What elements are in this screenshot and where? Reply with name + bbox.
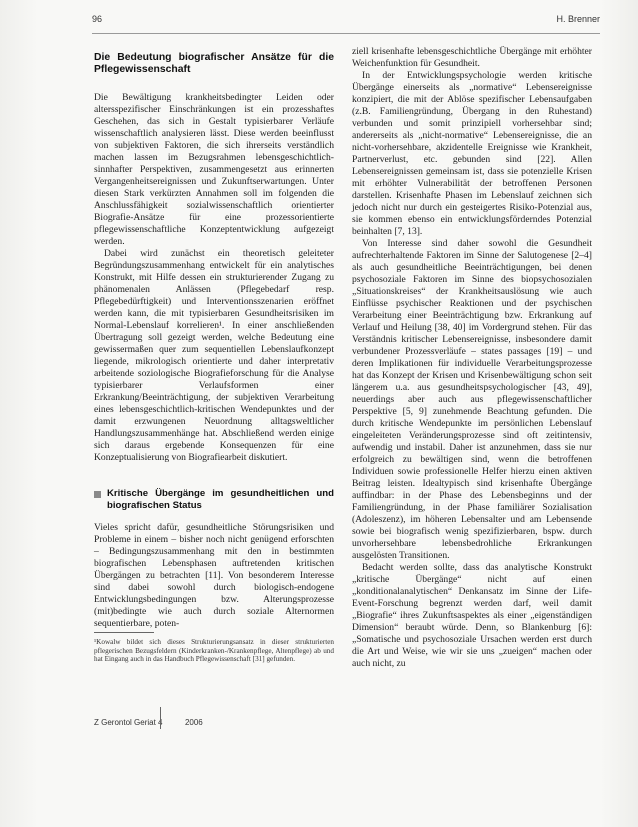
section-heading: Die Bedeutung biografischer Ansätze für die Pflegewissenschaft [94,52,334,75]
running-header [92,14,600,28]
right-column [352,46,592,670]
paragraph: Bedacht werden sollte, dass das analytische Konstrukt „kritische Übergänge“ nicht auf einen „konditionalanalytischen“ Denkansatz im Sinne der Life-Event-Forschung begrenzt werden darf, weil damit „Biografie“ ihres Zukunftsaspektes als einer „eigenständigen Dimension“ beraubt würde. Denn, so Blankenburg [6]: „Somatische und psychosoziale Ursachen werden erst durch die Art und Weise, wie wir sie uns „zueigen“ machen oder auch nicht, zu [352,562,592,669]
paragraph: ziell krisenhafte lebensgeschichtliche Übergänge mit erhöhter Weichenfunktion für Gesundheit. [352,46,592,69]
publication-year: 2006 [184,718,203,727]
paragraph: Vieles spricht dafür, gesundheitliche Störungsrisiken und Probleme in einem – bisher noch nicht genügend erforschten – Bedingungszusammenhang mit den in bestimmten biografischen Lebensphasen auftretenden kritischen Übergängen zu betrachten [11]. Von besonderem Interesse sind dabei sowohl durch biologisch-endogene Entwicklungsbedingungen bzw. Alterungsprozesse (mit)bedingte wie auch durch soziale Alternormen sequentierbare, poten- [94,522,334,629]
header-divider [92,33,600,34]
left-column [94,46,334,630]
footnote-divider [94,632,154,633]
square-bullet-icon [94,491,101,498]
running-author: H. Brenner [556,14,600,24]
paragraph: Die Bewältigung krankheitsbedingter Leiden oder altersspezifischer Einschränkungen ist ein prozesshaftes Geschehen, das sich in Gestalt typisierbarer Verläufe wissenschaftlich analysieren lässt. Diese werden beeinflusst von subjektiven Faktoren, die sich ihrerseits verständlich machen lassen im Bezugsrahmen lebensgeschichtlich-sinnhafter Perspektiven, zusammengesetzt aus erinnerten Vergangenheitsereignissen und Zukunftserwartungen. Unter diesen Stark verkürzten Annahmen soll im folgenden die Anschlussfähigkeit sozialwissenschaftlich orientierter Biografie-Ansätze für eine prozessorientierte pflegewissenschaftliche Konzeptentwicklung aufgezeigt werden. [94,92,334,247]
journal-citation: Z Gerontol Geriat 4 [94,718,163,727]
paragraph: In der Entwicklungspsychologie werden kritische Übergänge einerseits als „normative“ Lebensereignisse konzipiert, die mit der Ablöse spezifischer Lebensaufgaben (z.B. Familiengründung, Übergang in den Ruhestand) verbunden und somit prinzipiell vorhersehbar sind; andererseits als „nicht-normative“ Lebensereignisse, die an nicht-vorhersehbare, akzidentelle Ereignisse wie Krankheit, Partnerverlust, etc. gebunden sind [22]. Allen Lebensereignissen gemeinsam ist, dass sie potenzielle Krisen mit erhöhter Vulnerabilität der betroffenen Personen darstellen. Krisenhafte Phasen im Lebenslauf zeichnen sich jedoch nicht nur durch ein gesteigertes Risiko-Potenzial aus, sie kommen ebenso ein entwicklungsförderndes Potenzial beinhalten [7, 13]. [352,70,592,237]
page-number: 96 [92,14,103,24]
paragraph: Von Interesse sind daher sowohl die Gesundheit aufrechterhaltende Faktoren im Sinne der Salutogenese [2–4] als auch gesundheitliche Beeinträchtigungen, bei denen psychosoziale Faktoren im Sinne des biopsychosozialen „Situationskreises“ der Krankheitsauslösung wie auch Einflüsse psychischer Reaktionen und der psychischen Verarbeitung einer Beeinträchtigung bzw. Erkrankung auf Verlauf und Heilung [38, 40] im Vordergrund stehen. Für das Verständnis kritischer Lebensereignisse, insbesondere damit verbundener Prozessverläufe – states passages [19] – und deren Implikationen für individuelle Verarbeitungsprozesse hat das Konzept der Krisen und Krisenbewältigung schon seit längerem u.a. aus gesundheitspsychologischer [43, 49], neuerdings aber auch aus pflegewissenschaftlicher Perspektive [5, 9] zunehmende Beachtung gefunden. Die durch kritische Wendepunkte im persönlichen Lebenslauf eingeleiteten Veränderungsprozesse sind oft zeitintensiv, aufwendig und instabil. Daher ist anzunehmen, dass sie nur erfolgreich zu bewältigen sind, wenn die betroffenen Individuen sowie professionelle Helfer hierzu einen aktiven Beitrag leisten. Idealtypisch sind krisenhafte Übergänge auffindbar: in der Phase des Lebensbeginns und der Familiengründung, in der Phase familiärer Sozialisation (Adoleszenz), im höheren Lebensalter und am Lebensende sowie bei biografisch wenig spezifizierbaren, bspw. durch unvorhersehbare lebensbedrohliche Erkrankungen ausgelösten Transitionen. [352,238,592,561]
footnote: ¹Kowalw bildet sich dieses Strukturierungsansatz in dieser strukturierten pflegerischen Bezugsfeldern (Kinderkranken-/Krankenpflege, Altenpflege) ab und hat Eingang auch in das Handbuch Pflegewissenschaft [31] gefunden. [94,638,334,664]
paragraph: Dabei wird zunächst ein theoretisch geleiteter Begründungszusammenhang entwickelt für ein analytisches Konstrukt, mit Hilfe dessen ein strukturierender Zugang zu phänomenalen Anlässen (Pflegebedarf resp. Pflegebedürftigkeit) und Interventionsszenarien eröffnet werden kann, die mit typisierbaren Gesundheitsrisiken im Normal-Lebenslauf korrelieren¹. In einer anschließenden Übertragung soll gezeigt werden, welche Bedeutung eine gewissermaßen quer zum sequentiellen Lebenslaufkonzept liegende, mikrologisch orientierte und daher interpretativ arbeitende soziologische Biografieforschung für die Analyse typisierbarer Verlaufsformen einer Erkrankung/Beeinträchtigung, der subjektiven Verarbeitung eines lebensgeschichtlich-kritischen Wendepunktes und der damit erzwungenen Neuordnung alltagsweltlicher Handlungszusammenhänge hat. Abschließend werden einige sich daraus ergebende Konsequenzen für eine Konzeptualisierung von Biografiearbeit diskutiert. [94,248,334,463]
footer-divider [160,707,161,729]
page-footer [94,718,203,727]
subsection-heading [94,488,334,512]
subsection-heading-text: Kritische Übergänge im gesundheitlichen und biografischen Status [107,488,334,511]
